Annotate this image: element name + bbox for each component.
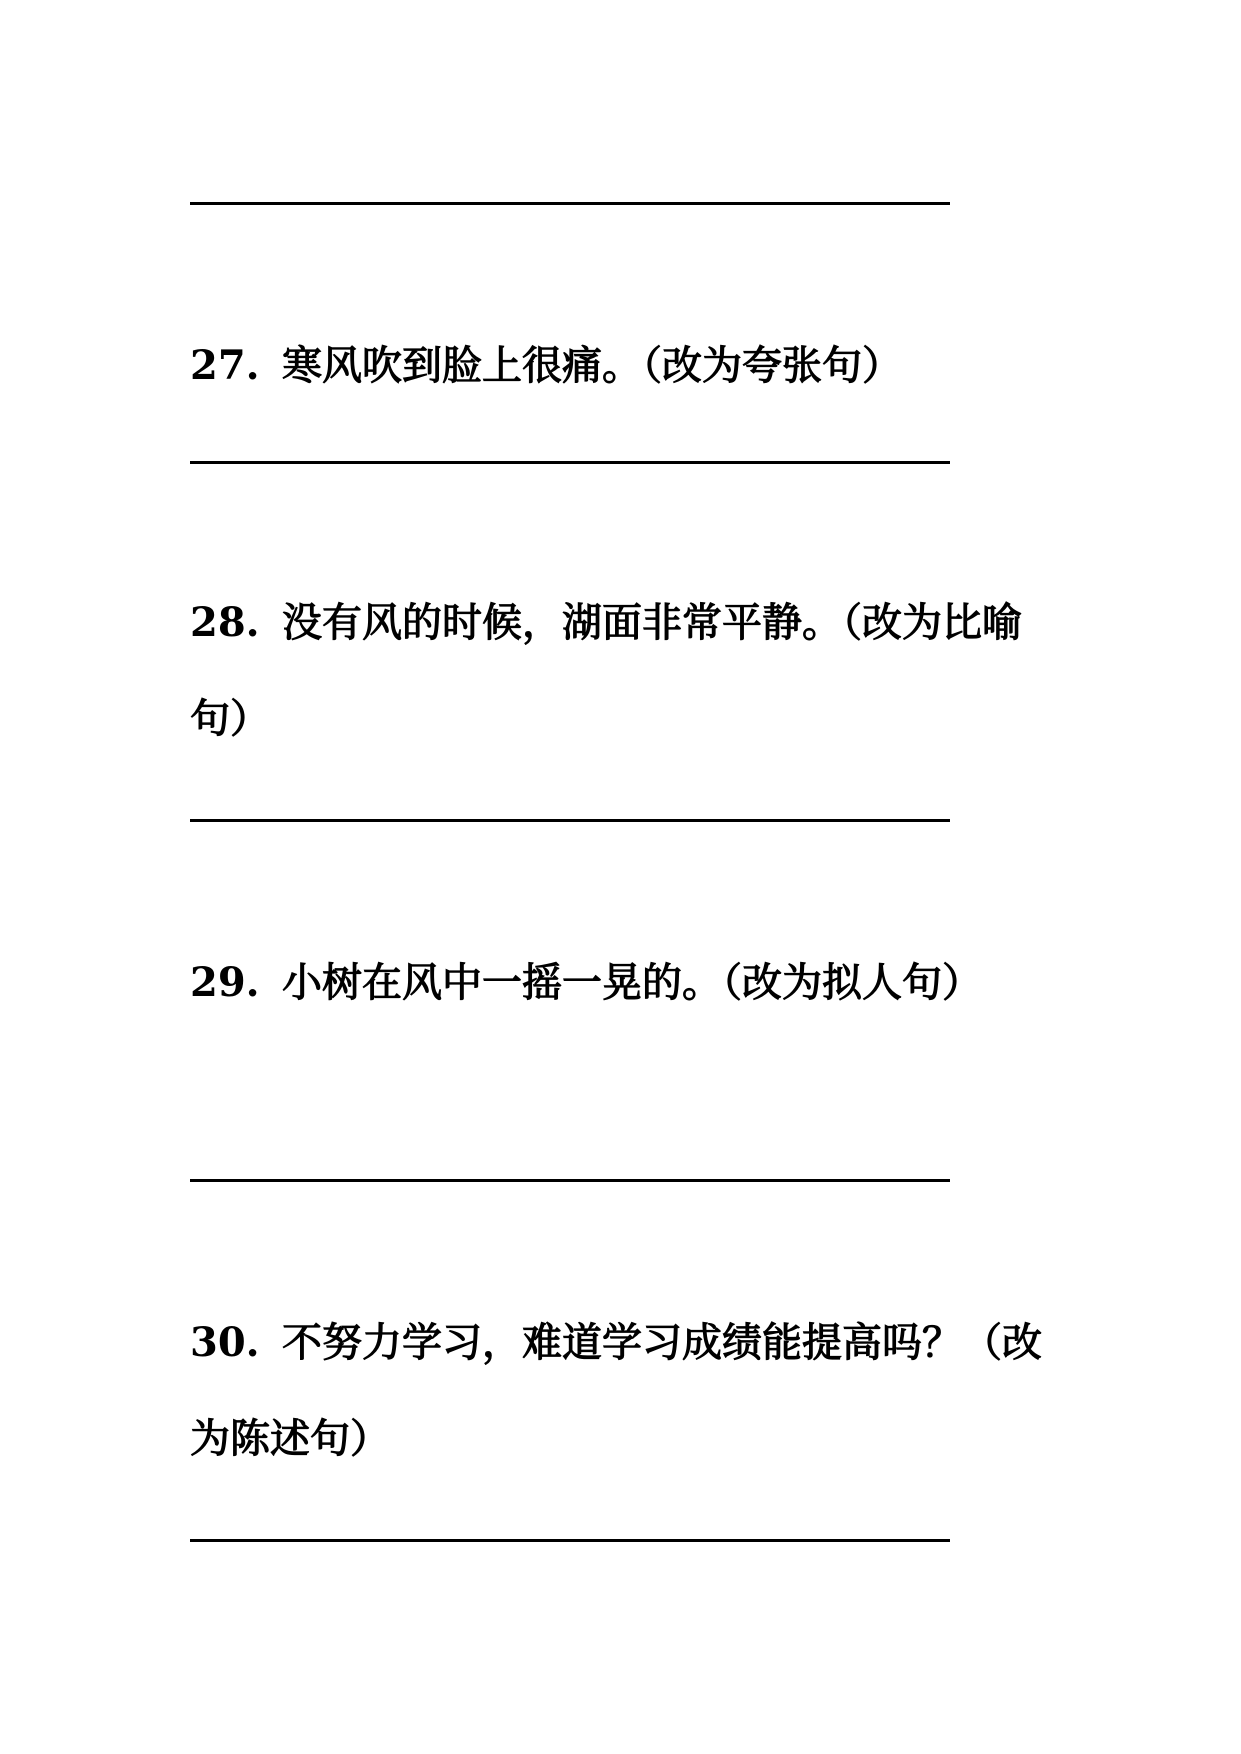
answer-line-26 (190, 202, 950, 205)
question-text: 没有风的时候，湖面非常平静。（改为比喻句） (190, 599, 1022, 742)
answer-line-30 (190, 1539, 950, 1542)
question-30 (190, 1295, 1070, 1487)
question-text: 不努力学习，难道学习成绩能提高吗？（改为陈述句） (190, 1319, 1042, 1462)
question-number: 29. (190, 959, 260, 1006)
question-text: 寒风吹到脸上很痛。（改为夸张句） (282, 342, 902, 389)
question-29 (190, 935, 1070, 1031)
answer-line-29 (190, 1179, 950, 1182)
answer-line-27 (190, 461, 950, 464)
answer-line-28 (190, 819, 950, 822)
question-number: 27. (190, 342, 260, 389)
question-text: 小树在风中一摇一晃的。（改为拟人句） (282, 959, 982, 1006)
question-number: 28. (190, 599, 260, 646)
question-number: 30. (190, 1319, 260, 1366)
question-27 (190, 318, 1070, 414)
question-28 (190, 575, 1070, 767)
